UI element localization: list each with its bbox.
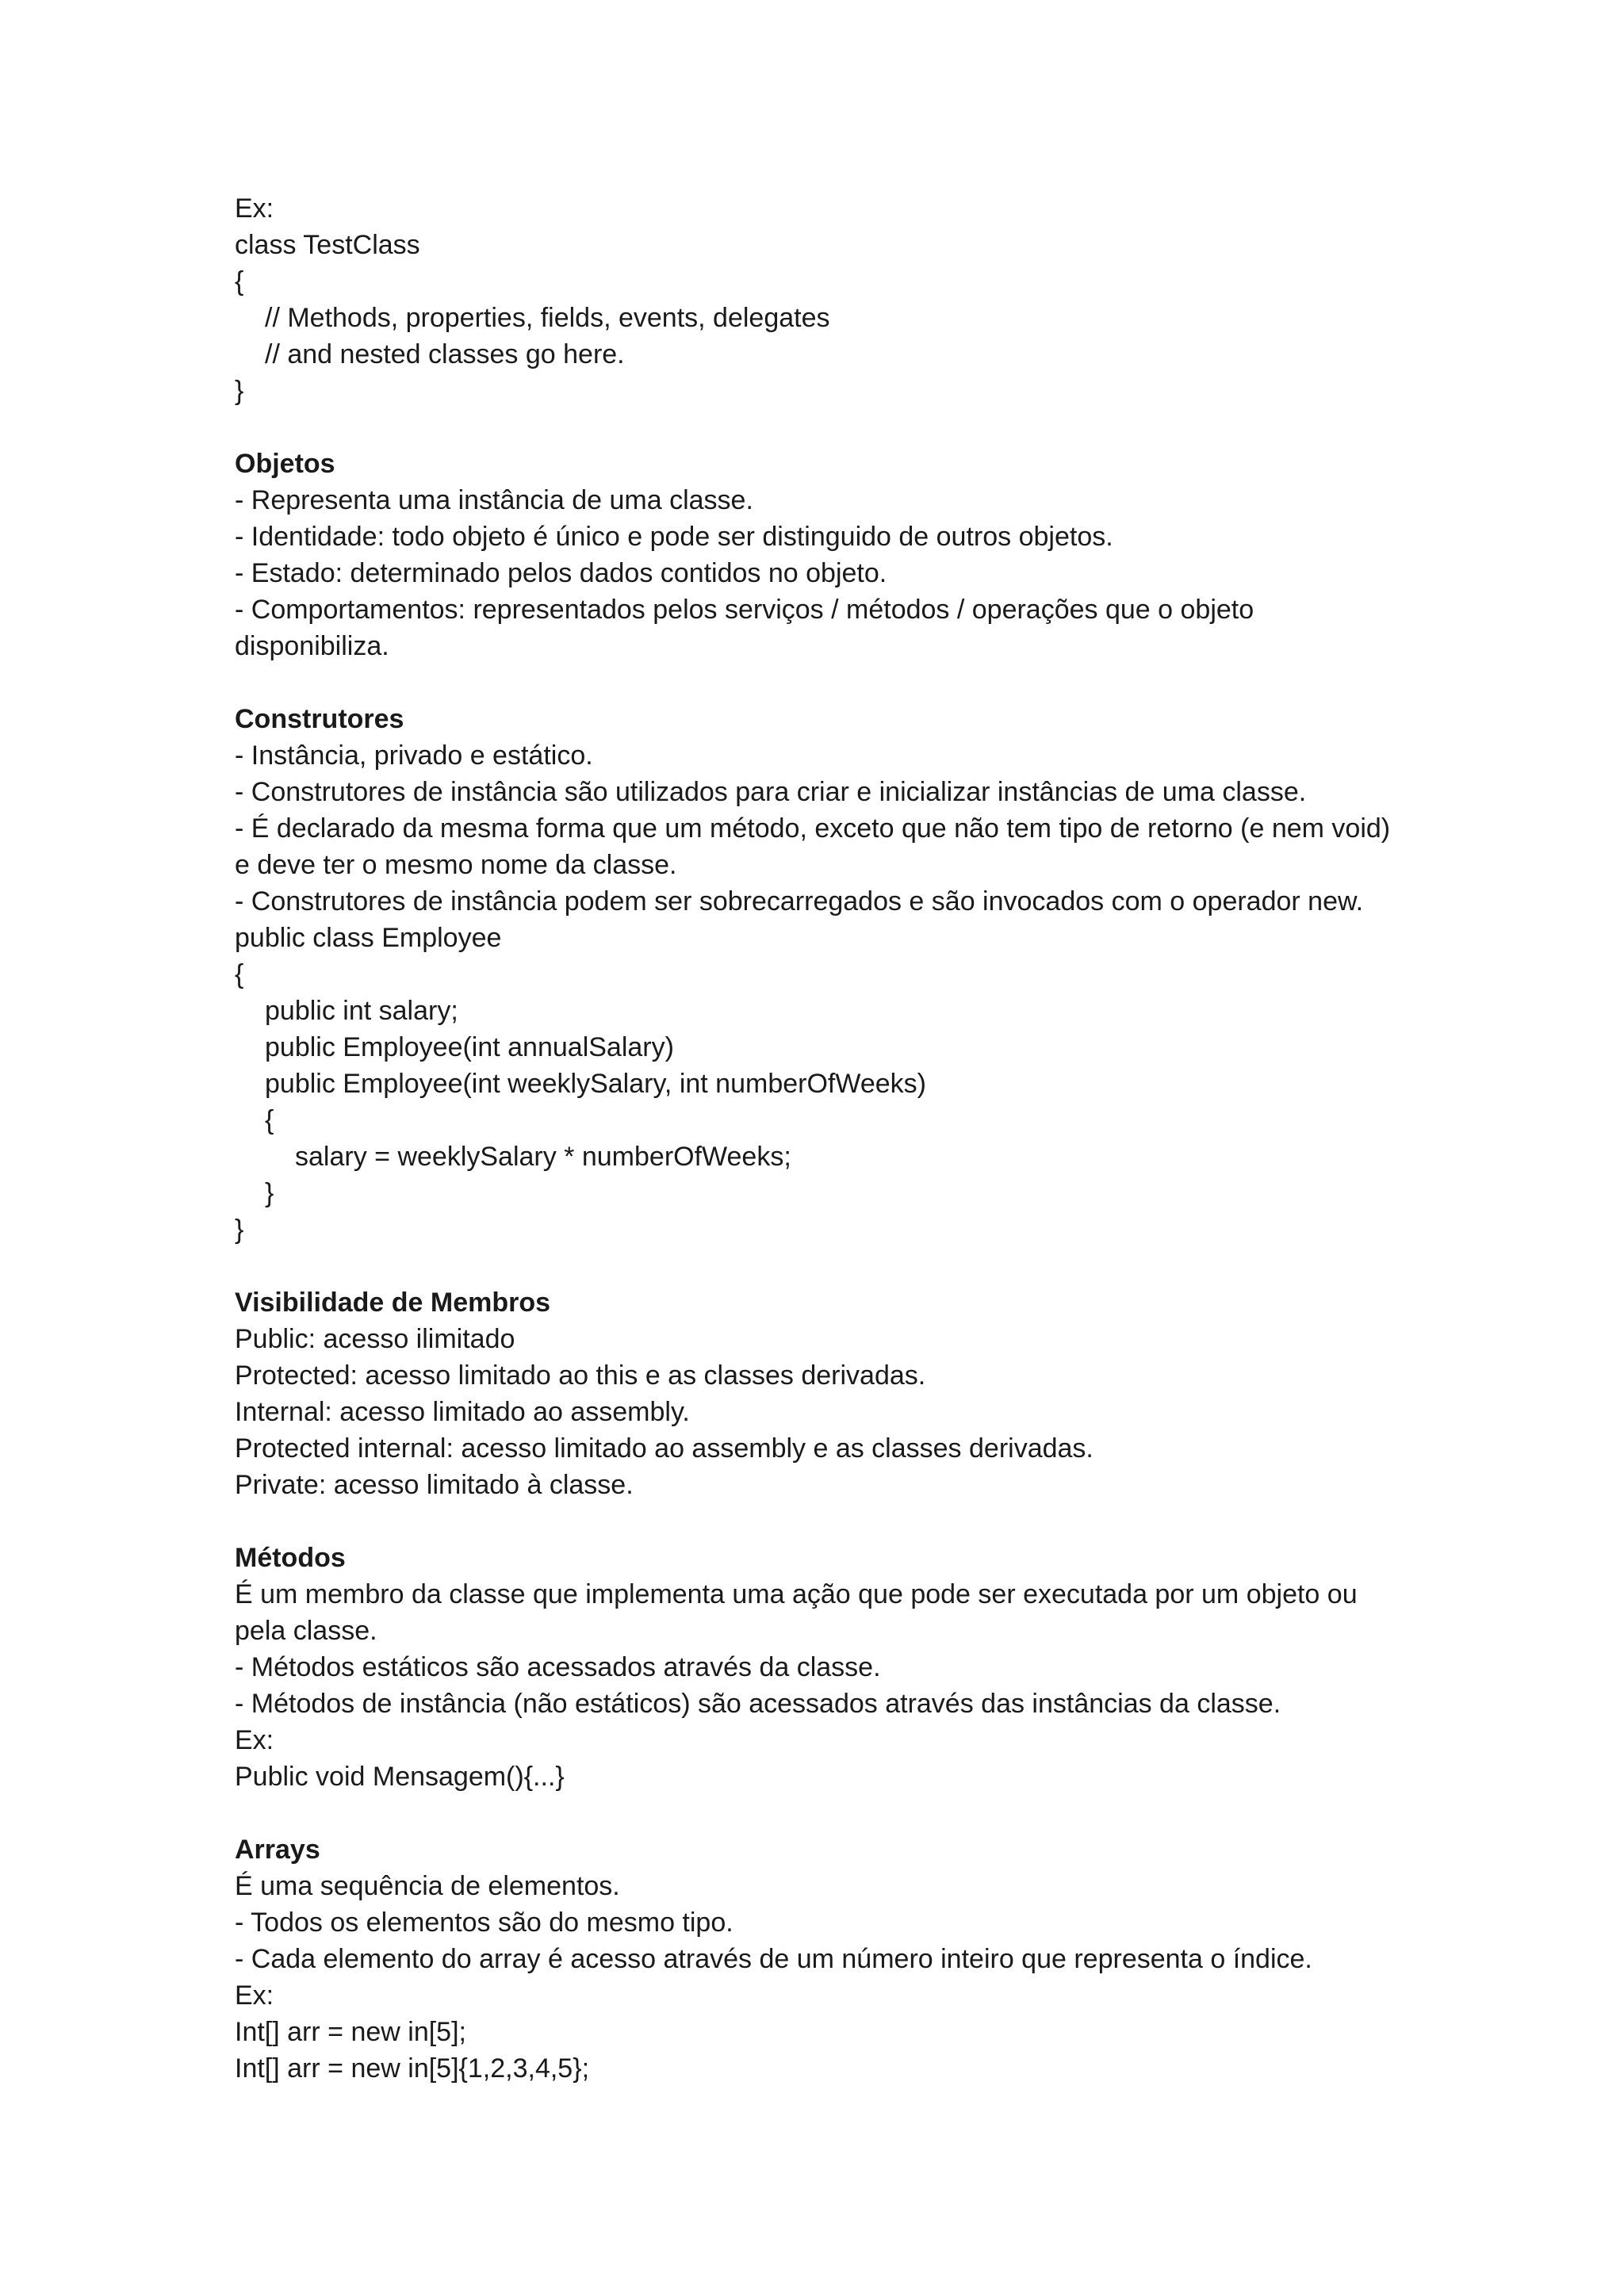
section-heading: Construtores: [235, 704, 404, 734]
spacer: [235, 1503, 1408, 1540]
text-line: - Métodos de instância (não estáticos) são acessados através das instâncias da classe.: [235, 1689, 1281, 1719]
text-line: - É declarado da mesma forma que um método, exceto que não tem tipo de retorno (e nem void) e deve ter o mesmo nome da classe.: [235, 813, 1391, 880]
text-line: Internal: acesso limitado ao assembly.: [235, 1397, 690, 1427]
code-line: }: [265, 1178, 274, 1208]
spacer: [235, 664, 1408, 701]
text-line: - Cada elemento do array é acesso através de um número inteiro que representa o índice.: [235, 1944, 1312, 1974]
text-line: Protected internal: acesso limitado ao assembly e as classes derivadas.: [235, 1433, 1094, 1464]
section-heading: Métodos: [235, 1543, 346, 1573]
code-comment: // and nested classes go here.: [265, 339, 625, 369]
text-line: Ex:: [235, 1980, 274, 2011]
section-heading: Objetos: [235, 449, 335, 479]
metodos-section: [235, 1540, 1408, 1795]
code-line: public Employee(int annualSalary): [265, 1032, 674, 1062]
code-line: {: [265, 1105, 274, 1135]
text-line: - Instância, privado e estático.: [235, 740, 593, 771]
code-line: Int[] arr = new in[5]{1,2,3,4,5};: [235, 2053, 590, 2084]
text-line: Protected: acesso limitado ao this e as classes derivadas.: [235, 1360, 926, 1391]
objetos-section: [235, 446, 1408, 664]
code-line: Public void Mensagem(){...}: [235, 1762, 565, 1792]
code-line: public class Employee: [235, 923, 502, 953]
code-line: public int salary;: [265, 996, 458, 1026]
text-line: É um membro da classe que implementa uma ação que pode ser executada por um objeto ou pela classe.: [235, 1579, 1358, 1646]
section-heading: Arrays: [235, 1835, 320, 1865]
text-line: - Todos os elementos são do mesmo tipo.: [235, 1908, 733, 1938]
arrays-section: [235, 1831, 1408, 2087]
intro-section: [235, 190, 1408, 409]
code-line: }: [235, 1215, 244, 1245]
code-line: public Employee(int weeklySalary, int numberOfWeeks): [265, 1069, 926, 1099]
section-heading: Visibilidade de Membros: [235, 1288, 551, 1318]
code-line: salary = weeklySalary * numberOfWeeks;: [295, 1142, 791, 1172]
text-line: - Estado: determinado pelos dados contidos no objeto.: [235, 558, 887, 588]
code-line: {: [235, 959, 244, 989]
code-line: }: [235, 376, 244, 406]
text-line: Ex:: [235, 1725, 274, 1755]
text-line: É uma sequência de elementos.: [235, 1871, 620, 1901]
document-page: [235, 190, 1408, 2087]
spacer: [235, 1248, 1408, 1284]
visibilidade-section: [235, 1284, 1408, 1503]
code-comment: // Methods, properties, fields, events, delegates: [265, 303, 830, 333]
text-line: - Métodos estáticos são acessados através da classe.: [235, 1652, 881, 1682]
text-line: - Representa uma instância de uma classe.: [235, 485, 753, 515]
ex-label: Ex:: [235, 193, 274, 224]
text-line: - Comportamentos: representados pelos serviços / métodos / operações que o objeto disponibiliza.: [235, 595, 1254, 661]
text-line: Private: acesso limitado à classe.: [235, 1470, 634, 1500]
text-line: - Construtores de instância podem ser sobrecarregados e são invocados com o operador new.: [235, 886, 1364, 916]
text-line: - Construtores de instância são utilizados para criar e inicializar instâncias de uma classe.: [235, 777, 1307, 807]
code-line: class TestClass: [235, 230, 420, 260]
code-line: Int[] arr = new in[5];: [235, 2017, 466, 2047]
construtores-section: [235, 701, 1408, 1248]
text-line: - Identidade: todo objeto é único e pode ser distinguido de outros objetos.: [235, 522, 1113, 552]
spacer: [235, 409, 1408, 446]
text-line: Public: acesso ilimitado: [235, 1324, 515, 1354]
code-line: {: [235, 266, 244, 297]
spacer: [235, 1795, 1408, 1831]
